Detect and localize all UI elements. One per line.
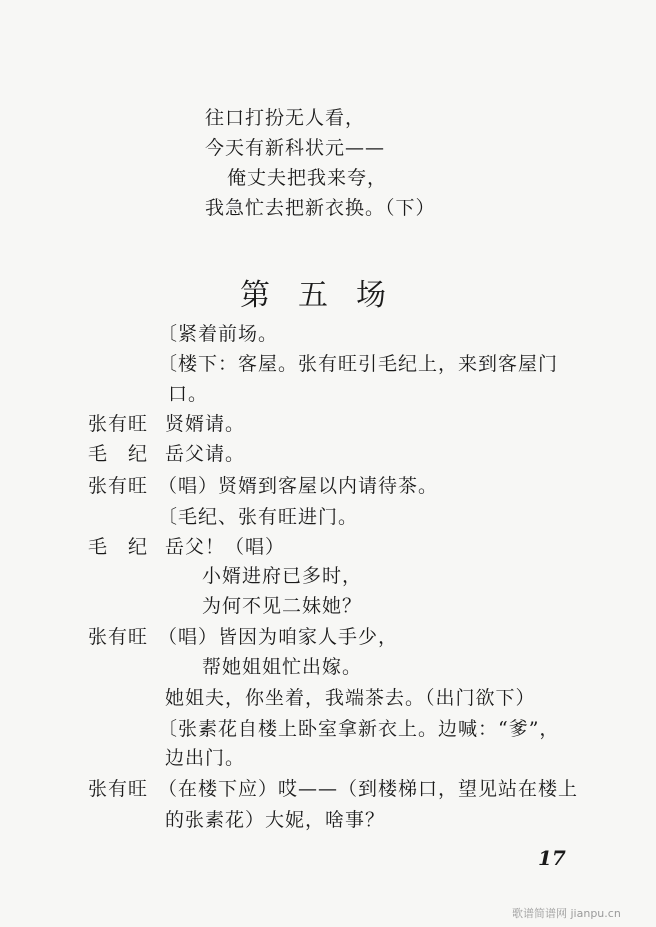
speaker-name: 张有旺 [88,475,149,497]
page-number: 17 [538,846,566,870]
verse-line: 往口打扮无人看， [205,107,366,129]
dialogue-line: （在楼下应）哎——（到楼梯口，望见站在楼上 [158,778,579,800]
dialogue-line: （唱）贤婿到客屋以内请待茶。 [158,475,439,497]
dialogue-line: 她姐夫，你坐着，我端茶去。（出门欲下） [165,687,536,709]
stage-direction: 边出门。 [165,747,246,769]
stage-direction: 〔楼下：客屋。张有旺引毛纪上，来到客屋门 [158,353,559,375]
dialogue-line: 岳父！（唱） [165,536,286,558]
speaker-name: 毛 纪 [88,536,149,558]
dialogue-line: 的张素花）大妮，啥事？ [165,809,386,831]
speaker-name: 张有旺 [88,626,149,648]
speaker-name: 张有旺 [88,778,149,800]
verse-line: 小婿进府已多时， [202,565,363,587]
dialogue-line: 岳父请。 [165,443,246,465]
speaker-name: 毛 纪 [88,443,149,465]
verse-line: 俺丈夫把我来夸， [227,167,388,189]
verse-line: 帮她姐姐忙出嫁。 [202,656,363,678]
dialogue-line: （唱）皆因为咱家人手少， [158,626,399,648]
stage-direction: 〔张素花自楼上卧室拿新衣上。边喊：“爹”， [158,718,560,740]
dialogue-line: 贤婿请。 [165,413,246,435]
stage-direction: 〔紧着前场。 [158,323,279,345]
verse-line: 我急忙去把新衣换。（下） [205,197,436,219]
scene-title: 第五场 [240,278,414,313]
verse-line: 今天有新科状元—— [205,137,386,159]
speaker-name: 张有旺 [88,413,149,435]
watermark: 歌谱简谱网 jianpu.cn [512,907,621,920]
stage-direction: 口。 [168,383,209,405]
verse-line: 为何不见二妹她？ [202,595,363,617]
stage-direction: 〔毛纪、张有旺进门。 [158,506,359,528]
